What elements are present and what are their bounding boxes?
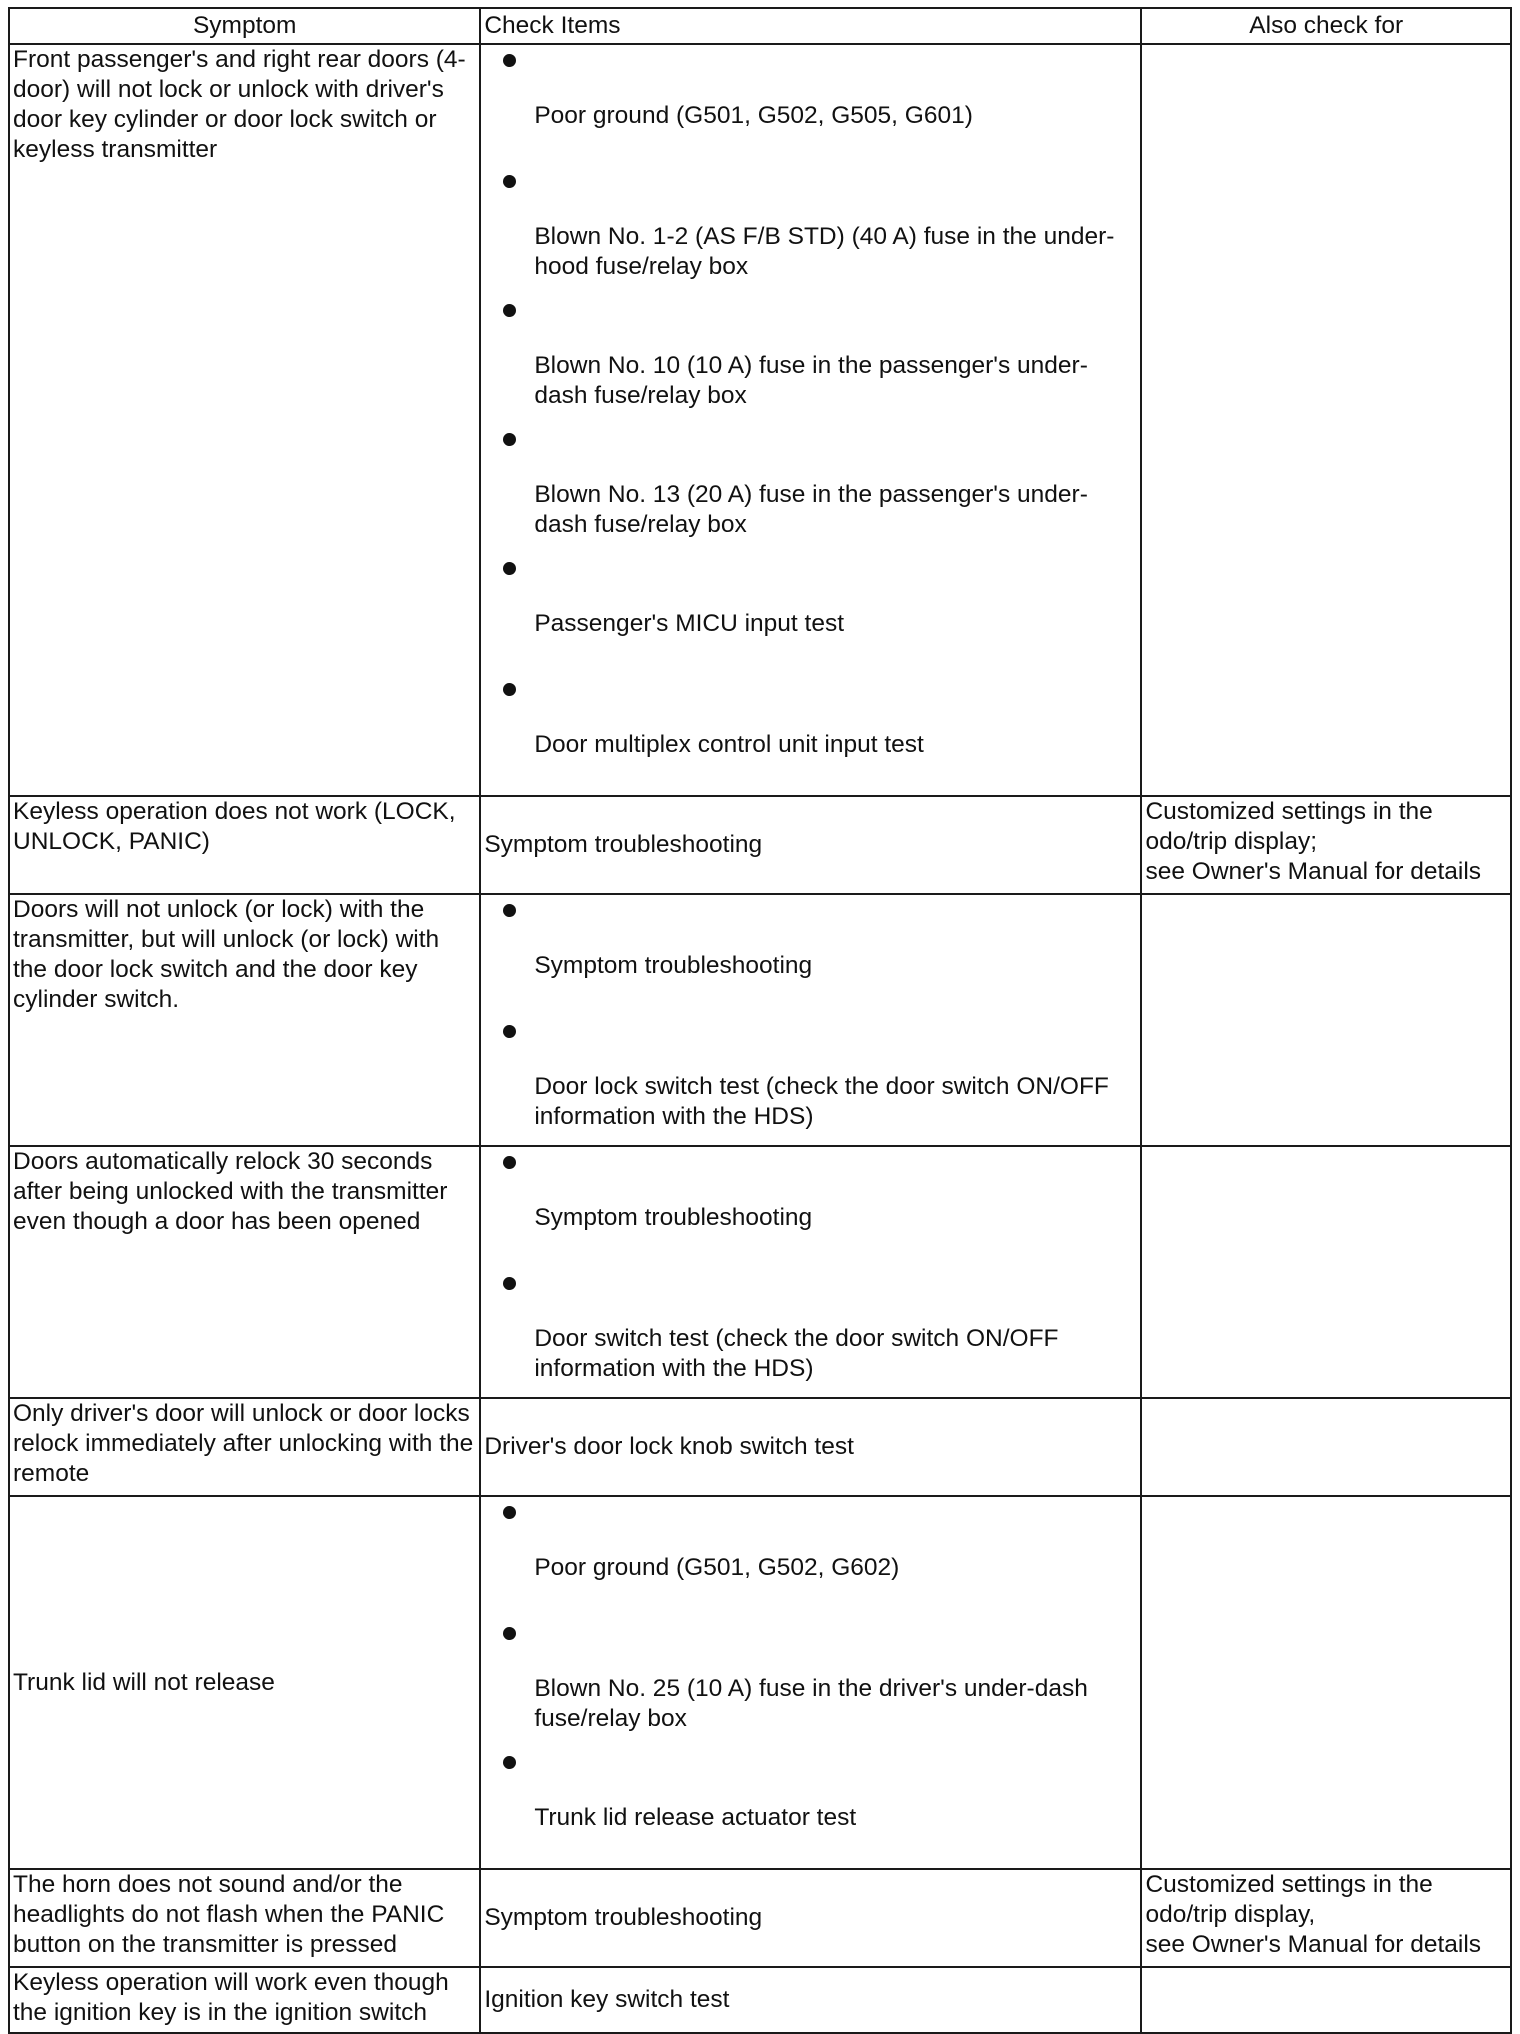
bullet-icon: [534, 553, 1137, 593]
bullet-icon: [534, 1147, 1137, 1187]
symptom-cell: Trunk lid will not release: [9, 1496, 480, 1869]
also-check-line: see Owner's Manual for details: [1145, 1931, 1482, 1958]
table-row: [9, 1146, 1511, 1398]
table-row: [9, 1496, 1511, 1869]
check-items-cell: Driver's door lock knob switch test: [480, 1398, 1141, 1496]
check-item: Trunk lid release actuator test: [484, 1747, 1137, 1868]
bullet-icon: [534, 166, 1137, 206]
bullet-icon: [534, 1016, 1137, 1056]
bullet-icon: [534, 1747, 1137, 1787]
symptom-cell: Only driver's door will unlock or door locks relock immediately after unlocking with the remote: [9, 1398, 480, 1496]
header-symptom: Symptom: [9, 8, 480, 44]
check-item: Blown No. 1-2 (AS F/B STD) (40 A) fuse in the under-hood fuse/relay box: [484, 166, 1137, 295]
header-check-items: Check Items: [480, 8, 1141, 44]
check-item: Blown No. 25 (10 A) fuse in the driver's under-dash fuse/relay box: [484, 1618, 1137, 1747]
bullet-icon: [534, 1497, 1137, 1537]
check-item: Passenger's MICU input test: [484, 553, 1137, 674]
check-item: Blown No. 13 (20 A) fuse in the passenger's under-dash fuse/relay box: [484, 424, 1137, 553]
table-row: [9, 44, 1511, 796]
check-items-cell: [480, 1496, 1141, 1869]
also-check-cell: [1141, 1496, 1511, 1869]
also-check-line: odo/trip display;: [1145, 828, 1318, 855]
check-items-cell: [480, 44, 1141, 796]
check-list: [484, 1497, 1137, 1868]
bullet-icon: [534, 295, 1137, 335]
check-list: [484, 45, 1137, 795]
check-item: Symptom troubleshooting: [484, 895, 1137, 1016]
check-items-cell: [480, 1146, 1141, 1398]
bullet-icon: [534, 674, 1137, 714]
check-item: Door lock switch test (check the door switch ON/OFF information with the HDS): [484, 1016, 1137, 1145]
bullet-icon: [534, 895, 1137, 935]
check-items-cell: Symptom troubleshooting: [480, 1869, 1141, 1967]
also-check-line: see Owner's Manual for details: [1145, 858, 1482, 885]
bullet-icon: [534, 45, 1137, 85]
table-row: [9, 1398, 1511, 1496]
also-check-line: Customized settings in the: [1145, 1871, 1433, 1898]
table-row: [9, 1967, 1511, 2033]
symptom-cell: Front passenger's and right rear doors (4-door) will not lock or unlock with driver's door key cylinder or door lock switch or keyless transmitter: [9, 44, 480, 796]
table-row: [9, 894, 1511, 1146]
check-list: [484, 1147, 1137, 1397]
also-check-line: odo/trip display,: [1145, 1901, 1316, 1928]
also-check-cell: [1141, 1146, 1511, 1398]
troubleshooting-table: [8, 7, 1512, 2034]
check-items-cell: [480, 894, 1141, 1146]
bullet-icon: [534, 424, 1137, 464]
check-items-cell: Ignition key switch test: [480, 1967, 1141, 2033]
bullet-icon: [534, 1268, 1137, 1308]
check-item: Door switch test (check the door switch ON/OFF information with the HDS): [484, 1268, 1137, 1397]
table-row: [9, 1869, 1511, 1967]
check-list: [484, 895, 1137, 1145]
check-item: Blown No. 10 (10 A) fuse in the passenger's under-dash fuse/relay box: [484, 295, 1137, 424]
table-row: [9, 796, 1511, 894]
symptom-cell: Doors automatically relock 30 seconds after being unlocked with the transmitter even though a door has been opened: [9, 1146, 480, 1398]
check-item: Poor ground (G501, G502, G602): [484, 1497, 1137, 1618]
also-check-cell: [1141, 44, 1511, 796]
check-item: Poor ground (G501, G502, G505, G601): [484, 45, 1137, 166]
bullet-icon: [534, 1618, 1137, 1658]
check-item: Door multiplex control unit input test: [484, 674, 1137, 795]
also-check-cell: [1141, 796, 1511, 894]
check-items-cell: Symptom troubleshooting: [480, 796, 1141, 894]
header-row: [9, 8, 1511, 44]
symptom-cell: Doors will not unlock (or lock) with the transmitter, but will unlock (or lock) with the door lock switch and the door key cylinder switch.: [9, 894, 480, 1146]
also-check-cell: [1141, 1869, 1511, 1967]
symptom-cell: The horn does not sound and/or the headlights do not flash when the PANIC button on the transmitter is pressed: [9, 1869, 480, 1967]
also-check-cell: [1141, 1398, 1511, 1496]
header-also-check-for: Also check for: [1141, 8, 1511, 44]
symptom-cell: Keyless operation will work even though the ignition key is in the ignition switch: [9, 1967, 480, 2033]
also-check-cell: [1141, 894, 1511, 1146]
symptom-cell: Keyless operation does not work (LOCK, UNLOCK, PANIC): [9, 796, 480, 894]
also-check-line: Customized settings in the: [1145, 798, 1433, 825]
also-check-cell: [1141, 1967, 1511, 2033]
check-item: Symptom troubleshooting: [484, 1147, 1137, 1268]
